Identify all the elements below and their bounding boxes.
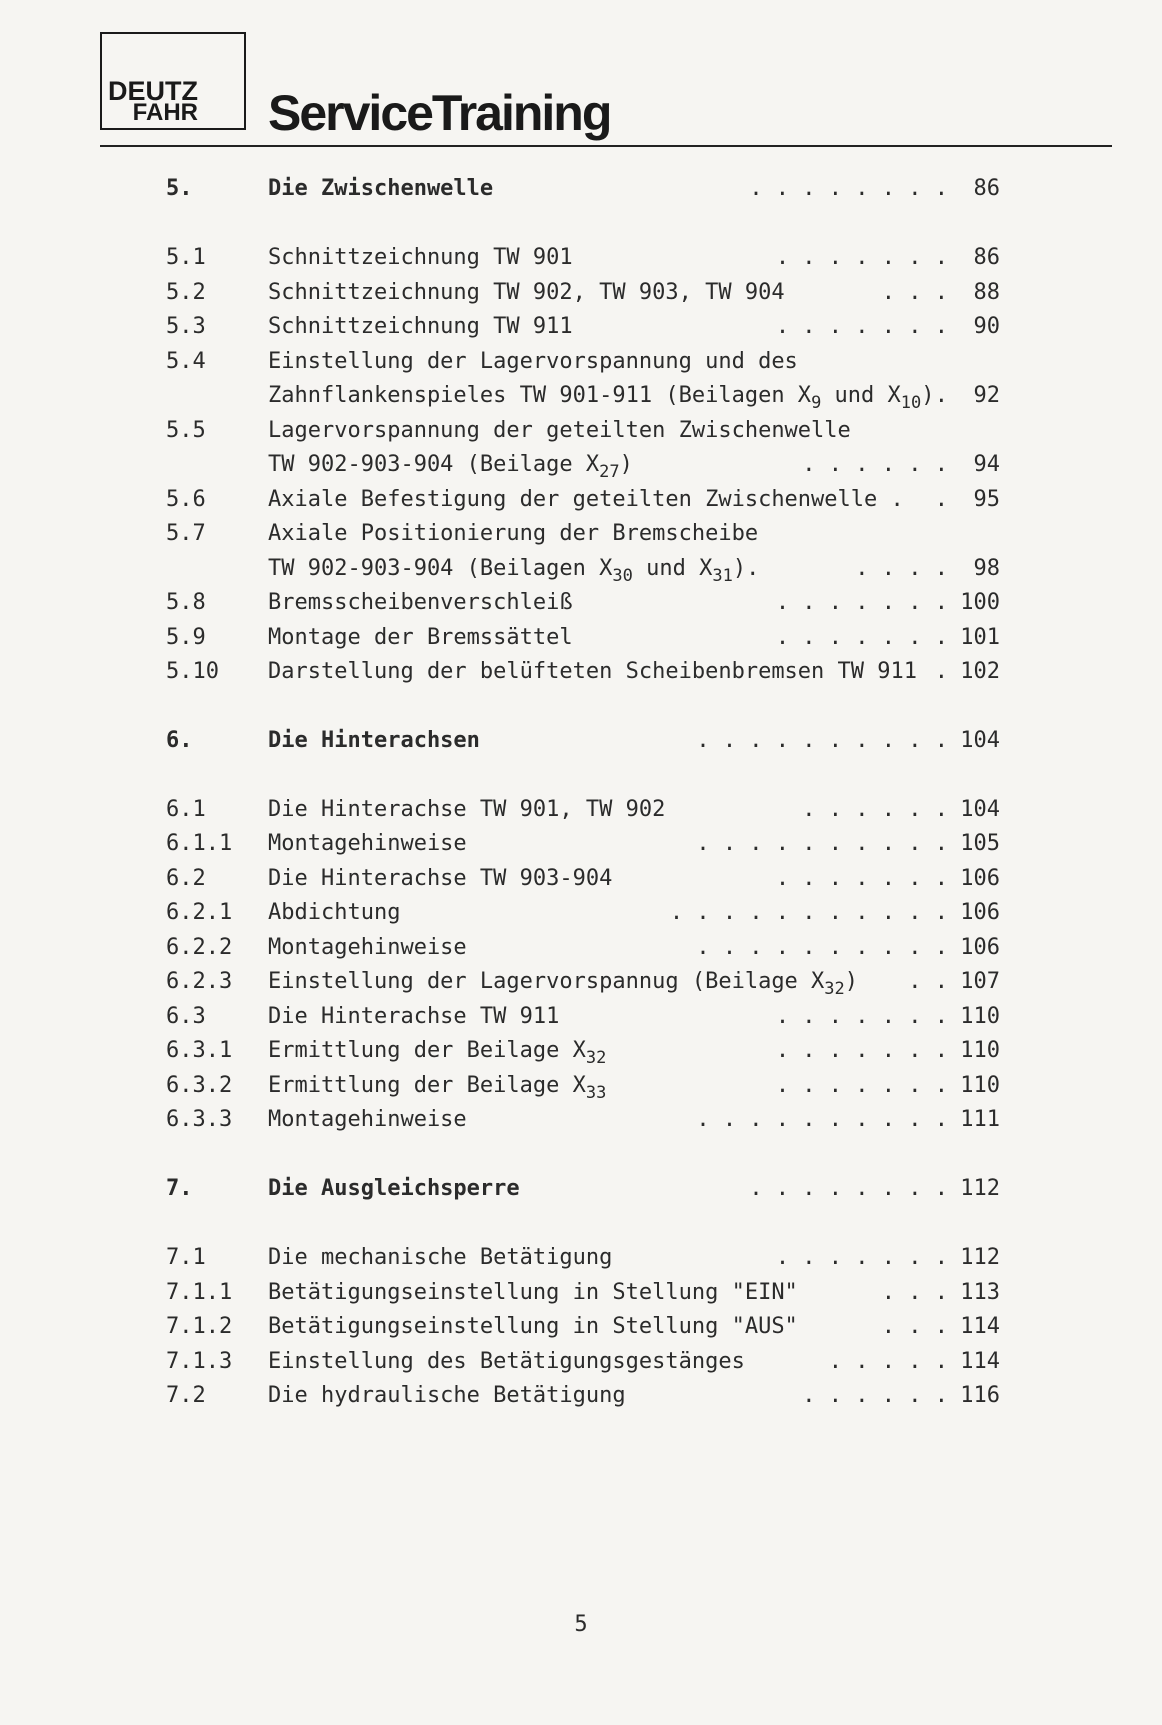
shim-subscript: 10 [900,393,922,413]
toc-entry-number: 7.1.2 [166,1314,233,1339]
toc-entry [0,1349,1162,1385]
toc-entry-number: 5.8 [166,590,206,615]
logo-line1: DEUTZ [108,76,198,106]
toc-entry-title: Montagehinweise [268,831,467,856]
toc-entry-title: TW 902-903-904 (Beilage $X_{27}$) [268,452,633,482]
toc-entry-page: 110 [960,1038,1000,1063]
toc-leader-dots: . . . . . . . [775,590,948,615]
toc-entry [0,1280,1162,1316]
toc-entry-title: Die Hinterachse TW 911 [268,1004,560,1029]
toc-entry-number: 7.1.1 [166,1280,233,1305]
toc-entry [0,900,1162,936]
toc-entry-number: 5.9 [166,625,206,650]
toc-entry-number: 5.5 [166,418,206,443]
toc-entry-title: Betätigungseinstellung in Stellung "AUS" [268,1314,798,1339]
toc-entry-number: 6.3.2 [166,1073,233,1098]
toc-entry-title: Einstellung der Lagervorspannug (Beilage $X_{32}$) [268,969,859,999]
toc-entry-number: 7. [166,1176,193,1201]
toc-entry [0,969,1162,1005]
toc-entry-number: 5.2 [166,280,206,305]
toc-entry-page: 106 [960,900,1000,925]
toc-entry-page: 102 [960,659,1000,684]
toc-entry-title: Die Zwischenwelle [268,176,494,201]
toc-entry-number: 5.4 [166,349,206,374]
toc-entry-number: 5.7 [166,521,206,546]
toc-leader-dots: . . . . . . . [775,625,948,650]
toc-entry-page: 112 [960,1245,1000,1270]
toc-leader-dots: . . . . . . . [775,1038,948,1063]
toc-entry [0,831,1162,867]
toc-entry-title: Schnittzeichnung TW 902, TW 903, TW 904 [268,280,785,305]
toc-entry-number: 6.1.1 [166,831,233,856]
toc-entry-number: 6.1 [166,797,206,822]
toc-entry-title: Die Ausgleichsperre [268,1176,520,1201]
toc-entry-number: 6.3 [166,1004,206,1029]
toc-entry-number: 6.2.1 [166,900,233,925]
shim-subscript: 31 [712,566,733,586]
toc-leader-dots: . . . . . [828,1349,948,1374]
toc-entry-title: Abdichtung [268,900,401,925]
logo-line2: FAHR [132,99,198,126]
toc-leader-dots: . . . [881,1280,948,1305]
toc-leader-dots: . [934,383,948,408]
toc-entry [0,1314,1162,1350]
toc-entry [0,1383,1162,1419]
shim-subscript: 9 [811,393,822,413]
toc-entry-page: 110 [960,1004,1000,1029]
toc-leader-dots: . [934,487,948,512]
toc-entry [0,1107,1162,1143]
toc-entry-number: 5. [166,176,193,201]
toc-leader-dots: . . . . . . . . [749,1176,948,1201]
toc-leader-dots: . . . . . . [802,452,948,477]
toc-entry-page: 106 [960,866,1000,891]
toc-leader-dots: . . . [881,280,948,305]
toc-entry [0,1073,1162,1109]
toc-entry [0,521,1162,557]
toc-entry [0,1176,1162,1212]
toc-entry-title: Die Hinterachse TW 901, TW 902 [268,797,666,822]
toc-entry-number: 7.1 [166,1245,206,1270]
toc-entry [0,1004,1162,1040]
toc-leader-dots: . . . . . . . . . . [696,935,948,960]
toc-entry-number: 5.6 [166,487,206,512]
toc-entry-title: Zahnflankenspieles TW 901-911 (Beilagen $X_9$ und $X_{10}$) [268,383,935,413]
toc-entry-title: Ermittlung der Beilage $X_{33}$ [268,1073,607,1103]
toc-entry-page: 86 [973,245,1000,270]
toc-entry [0,1038,1162,1074]
toc-entry-title: Lagervorspannung der geteilten Zwischenwelle [268,418,851,443]
page-header [100,30,1112,150]
shim-subscript: 33 [585,1083,607,1103]
toc-entry [0,349,1162,385]
header-title: ServiceTraining [268,85,611,141]
toc-entry-number: 6.3.3 [166,1107,233,1132]
toc-leader-dots: . . . . . . . [775,866,948,891]
toc-entry-number: 7.2 [166,1383,206,1408]
toc-leader-dots: . . . . . . [802,1383,948,1408]
toc-entry-page: 113 [960,1280,1000,1305]
toc-entry-page: 107 [960,969,1000,994]
toc-entry-number: 6.2.3 [166,969,233,994]
toc-entry-page: 92 [973,383,1000,408]
toc-entry-title: TW 902-903-904 (Beilagen $X_{30}$ und $X_{31}$). [268,556,760,586]
toc-entry-number: 5.1 [166,245,206,270]
toc-entry-title: Axiale Befestigung der geteilten Zwischenwelle . [268,487,904,512]
toc-entry-page: 110 [960,1073,1000,1098]
toc-entry-title: Betätigungseinstellung in Stellung "EIN" [268,1280,798,1305]
toc-entry-page: 94 [973,452,1000,477]
toc-leader-dots: . . . . . . . . . . [696,1107,948,1132]
toc-entry [0,487,1162,523]
toc-entry [0,590,1162,626]
toc-leader-dots: . . . . . . . [775,314,948,339]
toc-entry [0,1245,1162,1281]
page-number: 5 [574,1612,588,1637]
toc-entry-title: Bremsscheibenverschleiß [268,590,573,615]
toc-entry [0,383,1162,419]
toc-entry [0,728,1162,764]
toc-leader-dots: . . . . . . . . . . [696,831,948,856]
toc-entry [0,797,1162,833]
toc-leader-dots: . . . . . . . [775,1073,948,1098]
toc-entry-title: Axiale Positionierung der Bremscheibe [268,521,759,546]
toc-entry-number: 6.2 [166,866,206,891]
toc-entry [0,625,1162,661]
shim-subscript: 30 [612,566,633,586]
shim-subscript: 32 [824,979,845,999]
toc-leader-dots: . . . . [855,556,948,581]
toc-entry-page: 104 [960,797,1000,822]
toc-entry-page: 86 [973,176,1000,201]
toc-entry-page: 112 [960,1176,1000,1201]
toc-entry-page: 116 [960,1383,1000,1408]
toc-entry-number: 7.1.3 [166,1349,233,1374]
toc-entry-number: 5.3 [166,314,206,339]
toc-leader-dots: . . . . . . . . . . [696,728,948,753]
shim-subscript: 27 [599,462,620,482]
toc-entry-page: 101 [960,625,1000,650]
shim-subscript: 32 [585,1048,607,1068]
toc-entry [0,280,1162,316]
toc-entry-page: 114 [960,1314,1000,1339]
toc-entry-number: 5.10 [166,659,219,684]
toc-entry-number: 6. [166,728,193,753]
toc-entry [0,176,1162,212]
deutz-fahr-logo [100,32,246,130]
toc-entry-title: Die hydraulische Betätigung [268,1383,626,1408]
toc-entry-title: Die mechanische Betätigung [268,1245,613,1270]
toc-entry-title: Die Hinterachsen [268,728,480,753]
header-rule [100,145,1112,147]
toc-entry [0,314,1162,350]
toc-entry [0,245,1162,281]
toc-entry-number: 6.2.2 [166,935,233,960]
toc-entry-title: Montagehinweise [268,935,467,960]
toc-entry-title: Einstellung der Lagervorspannung und des [268,349,798,374]
toc-entry-page: 105 [960,831,1000,856]
toc-entry [0,659,1162,695]
toc-entry-title: Darstellung der belüfteten Scheibenbremsen TW 911 [268,659,918,684]
toc-leader-dots: . . [908,969,948,994]
toc-leader-dots: . [934,659,948,684]
toc-entry [0,418,1162,454]
toc-leader-dots: . . . . . . . [775,1004,948,1029]
toc-entry-number: 6.3.1 [166,1038,233,1063]
toc-entry-title: Die Hinterachse TW 903-904 [268,866,613,891]
toc-entry [0,935,1162,971]
toc-entry-page: 88 [973,280,1000,305]
toc-entry-page: 90 [973,314,1000,339]
toc-entry-page: 114 [960,1349,1000,1374]
toc-entry-title: Ermittlung der Beilage $X_{32}$ [268,1038,607,1068]
toc-entry-title: Montagehinweise [268,1107,467,1132]
toc-entry [0,452,1162,488]
toc-leader-dots: . . . . . . . . [749,176,948,201]
toc-entry [0,866,1162,902]
toc-entry-title: Einstellung des Betätigungsgestänges [268,1349,745,1374]
toc-entry-page: 95 [973,487,1000,512]
toc-entry-title: Schnittzeichnung TW 901 [268,245,573,270]
toc-leader-dots: . . . . . . [802,797,948,822]
toc-entry [0,556,1162,592]
toc-leader-dots: . . . [881,1314,948,1339]
toc-leader-dots: . . . . . . . [775,245,948,270]
toc-entry-page: 104 [960,728,1000,753]
toc-entry-page: 106 [960,935,1000,960]
toc-leader-dots: . . . . . . . . . . . [669,900,948,925]
toc-leader-dots: . . . . . . . [775,1245,948,1270]
toc-entry-page: 100 [960,590,1000,615]
toc-entry-page: 98 [973,556,1000,581]
toc-entry-title: Schnittzeichnung TW 911 [268,314,573,339]
toc-entry-title: Montage der Bremssättel [268,625,573,650]
toc-entry-page: 111 [960,1107,1000,1132]
